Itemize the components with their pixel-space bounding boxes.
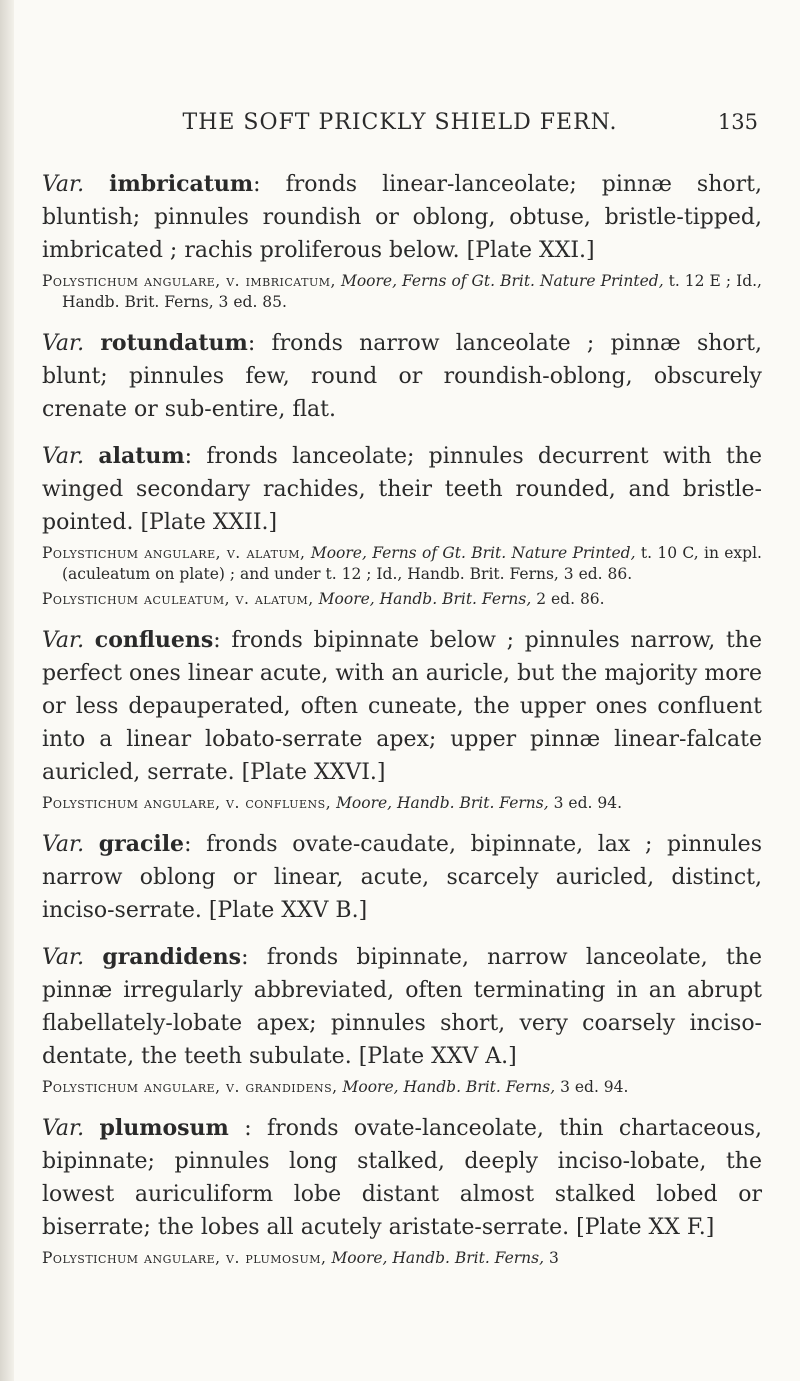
variety-entry-rotundatum bbox=[42, 327, 762, 426]
reference-taxon: Polystichum angulare, v. plumosum, bbox=[42, 1249, 327, 1267]
variety-label: Var. bbox=[42, 331, 85, 356]
variety-text: : fronds ovate-caudate, bipinnate, lax ; pinnules narrow oblong or linear, acute, scarcely auricled, distinct, inciso-serrate. [Plate XXV B.] bbox=[42, 832, 762, 923]
variety-label: Var. bbox=[42, 945, 85, 970]
reference-work: Moore, Handb. Brit. Ferns, bbox=[336, 794, 549, 812]
reference-detail: t. 10 C, in expl. (aculeatum on plate) ; and under t. 12 ; Id., Handb. Brit. Ferns, 3 ed. 86. bbox=[62, 544, 762, 583]
variety-description bbox=[42, 440, 762, 539]
synonym-reference bbox=[42, 793, 762, 814]
variety-name: alatum bbox=[98, 443, 185, 469]
variety-text: : fronds narrow lanceolate ; pinnæ short, blunt; pinnules few, round or roundish-oblong, obscurely crenate or sub-entire, flat. bbox=[42, 331, 762, 422]
reference-taxon: Polystichum aculeatum, v. alatum, bbox=[42, 590, 314, 608]
running-title: THE SOFT PRICKLY SHIELD FERN. bbox=[182, 110, 618, 135]
page-number: 135 bbox=[717, 110, 758, 134]
reference-taxon: Polystichum angulare, v. grandidens, bbox=[42, 1078, 338, 1096]
variety-name: rotundatum bbox=[100, 330, 248, 356]
variety-entry-alatum bbox=[42, 440, 762, 610]
page-body bbox=[42, 168, 762, 1283]
page-header bbox=[0, 110, 800, 140]
reference-taxon: Polystichum angulare, v. imbricatum, bbox=[42, 272, 336, 290]
variety-description bbox=[42, 828, 762, 927]
variety-label: Var. bbox=[42, 628, 85, 653]
variety-entry-grandidens bbox=[42, 941, 762, 1098]
variety-text: : fronds ovate-lanceolate, thin chartaceous, bipinnate; pinnules long stalked, deeply inciso-lobate, the lowest auriculiform lobe distant almost stalked lobed or biserrate; the lobes all acutely aristate-serrate. [Plate XX F.] bbox=[42, 1116, 763, 1240]
synonym-reference bbox=[42, 543, 762, 585]
variety-text: : fronds linear-lanceolate; pinnæ short, bluntish; pinnules roundish or oblong, obtuse, bristle-tipped, imbricated ; rachis proliferous below. [Plate XXI.] bbox=[42, 172, 762, 263]
variety-description bbox=[42, 941, 762, 1073]
reference-detail: 3 bbox=[548, 1249, 559, 1267]
variety-label: Var. bbox=[42, 172, 85, 197]
reference-detail: t. 12 E ; Id., Handb. Brit. Ferns, 3 ed. 85. bbox=[62, 272, 762, 311]
reference-work: Moore, Ferns of Gt. Brit. Nature Printed, bbox=[310, 544, 636, 562]
synonym-reference bbox=[42, 589, 762, 610]
variety-entry-imbricatum bbox=[42, 168, 762, 313]
reference-detail: 3 ed. 94. bbox=[553, 794, 622, 812]
variety-label: Var. bbox=[42, 832, 85, 857]
variety-name: grandidens bbox=[102, 944, 242, 970]
variety-text: : fronds lanceolate; pinnules decurrent with the winged secondary rachides, their teeth rounded, and bristle-pointed. [Plate XXII.] bbox=[42, 444, 763, 535]
variety-entry-plumosum bbox=[42, 1112, 762, 1269]
variety-label: Var. bbox=[42, 1116, 85, 1141]
synonym-reference bbox=[42, 1248, 762, 1269]
synonym-reference bbox=[42, 271, 762, 313]
variety-name: plumosum bbox=[99, 1115, 229, 1141]
variety-label: Var. bbox=[42, 444, 85, 469]
variety-entry-gracile bbox=[42, 828, 762, 927]
reference-detail: 2 ed. 86. bbox=[536, 590, 605, 608]
variety-description bbox=[42, 327, 762, 426]
synonym-reference bbox=[42, 1077, 762, 1098]
reference-taxon: Polystichum angulare, v. confluens, bbox=[42, 794, 332, 812]
variety-text: : fronds bipinnate, narrow lanceolate, the pinnæ irregularly abbreviated, often terminating in an abrupt flabellately-lobate apex; pinnules short, very coarsely inciso-dentate, the teeth subulate. [Plate XXV A.] bbox=[42, 945, 762, 1069]
variety-text: : fronds bipinnate below ; pinnules narrow, the perfect ones linear acute, with an auricle, but the majority more or less depauperated, often cuneate, the upper ones confluent into a linear lobato-serrate apex; upper pinnæ linear-falcate auricled, serrate. [Plate XXVI.] bbox=[42, 628, 762, 785]
variety-name: confluens bbox=[94, 627, 214, 653]
reference-taxon: Polystichum angulare, v. alatum, bbox=[42, 544, 306, 562]
reference-work: Moore, Ferns of Gt. Brit. Nature Printed, bbox=[340, 272, 664, 290]
reference-detail: 3 ed. 94. bbox=[560, 1078, 629, 1096]
page-gutter-shadow bbox=[0, 0, 14, 1381]
variety-name: imbricatum bbox=[109, 171, 254, 197]
variety-name: gracile bbox=[98, 831, 185, 857]
variety-description bbox=[42, 1112, 762, 1244]
reference-work: Moore, Handb. Brit. Ferns, bbox=[318, 590, 532, 608]
reference-work: Moore, Handb. Brit. Ferns, bbox=[331, 1249, 545, 1267]
variety-description bbox=[42, 168, 762, 267]
variety-description bbox=[42, 624, 762, 789]
variety-entry-confluens bbox=[42, 624, 762, 814]
reference-work: Moore, Handb. Brit. Ferns, bbox=[342, 1078, 556, 1096]
